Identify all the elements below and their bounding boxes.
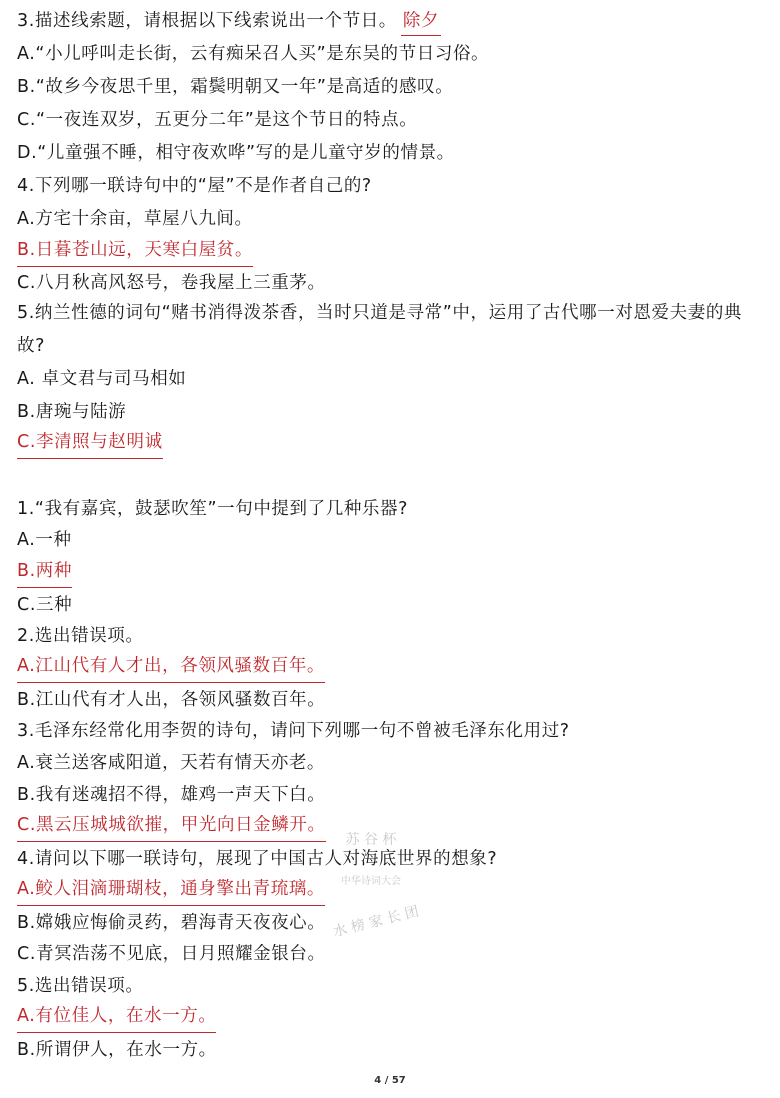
option-b: B.唐琬与陆游: [17, 402, 127, 422]
option-b: B.我有迷魂招不得，雄鸡一声天下白。: [17, 785, 326, 805]
page-number: 4 / 57: [374, 1075, 406, 1086]
watermark-middle-text: 中华诗词大会: [341, 876, 401, 887]
answer-text: A.有位佳人，在水一方。: [17, 1004, 216, 1033]
watermark-top-text: 苏 谷 杯: [345, 832, 397, 848]
question-5-stem: 5.纳兰性德的词句“赌书消得泼茶香，当时只道是寻常”中，运用了古代哪一对恩爱夫妻的典故?: [17, 303, 743, 356]
option-b: B.江山代有才人出，各领风骚数百年。: [17, 690, 326, 710]
question-4-stem: 4.请问以下哪一联诗句，展现了中国古人对海底世界的想象?: [17, 849, 498, 869]
answer-text: C.李清照与赵明诚: [17, 430, 163, 459]
option-b: B.“故乡今夜思千里，霜鬓明朝又一年”是高适的感叹。: [17, 77, 454, 97]
question-1-stem: 1.“我有嘉宾，鼓瑟吹笙”一句中提到了几种乐器?: [17, 499, 409, 519]
correct-answer: [17, 430, 766, 459]
option-a: A.一种: [17, 530, 72, 550]
question-4-stem: 4.下列哪一联诗句中的“屋”不是作者自己的?: [17, 176, 372, 196]
answer-text: C.黑云压城城欲摧，甲光向日金鳞开。: [17, 813, 326, 842]
answer-underlined: 除夕: [401, 11, 441, 36]
option-d: D.“儿童强不睡，相守夜欢哗”写的是儿童守岁的情景。: [17, 143, 455, 163]
option-c: C.青冥浩荡不见底，日月照耀金银台。: [17, 944, 326, 964]
answer-text: A.鲛人泪滴珊瑚枝，通身擎出青琉璃。: [17, 877, 325, 906]
watermark-seal-icon: [296, 818, 446, 944]
question-2-stem: 2.选出错误项。: [17, 626, 144, 646]
answer-text: B.两种: [17, 559, 72, 588]
option-c: C.“一夜连双岁，五更分二年”是这个节日的特点。: [17, 110, 418, 130]
correct-answer: [17, 559, 766, 588]
option-b: B.嫦娥应悔偷灵药，碧海青天夜夜心。: [17, 913, 326, 933]
option-b: B.所谓伊人，在水一方。: [17, 1040, 217, 1060]
question-3-stem: 3.毛泽东经常化用李贺的诗句，请问下列哪一句不曾被毛泽东化用过?: [17, 721, 570, 741]
option-a: A.衰兰送客咸阳道，天若有情天亦老。: [17, 753, 326, 773]
option-c: C.三种: [17, 595, 73, 615]
answer-text: A.江山代有人才出，各领风骚数百年。: [17, 654, 325, 683]
correct-answer: [17, 1004, 766, 1033]
question-text: 3.描述线索题，请根据以下线索说出一个节日。: [17, 11, 397, 31]
question-5-stem: 5.选出错误项。: [17, 976, 144, 996]
answer-text: B.日暮苍山远，天寒白屋贫。: [17, 238, 253, 267]
question-3-stem: [17, 9, 766, 33]
option-a: A.方宅十余亩，草屋八九间。: [17, 209, 253, 229]
option-c: C.八月秋高风怒号，卷我屋上三重茅。: [17, 273, 326, 293]
correct-answer: [17, 238, 766, 267]
option-a: A.“小儿呼叫走长街，云有痴呆召人买”是东吴的节日习俗。: [17, 44, 490, 64]
watermark-bottom-text: 水 榜 家 长 团: [331, 903, 421, 941]
correct-answer: [17, 654, 766, 683]
option-a: A. 卓文君与司马相如: [17, 369, 187, 389]
